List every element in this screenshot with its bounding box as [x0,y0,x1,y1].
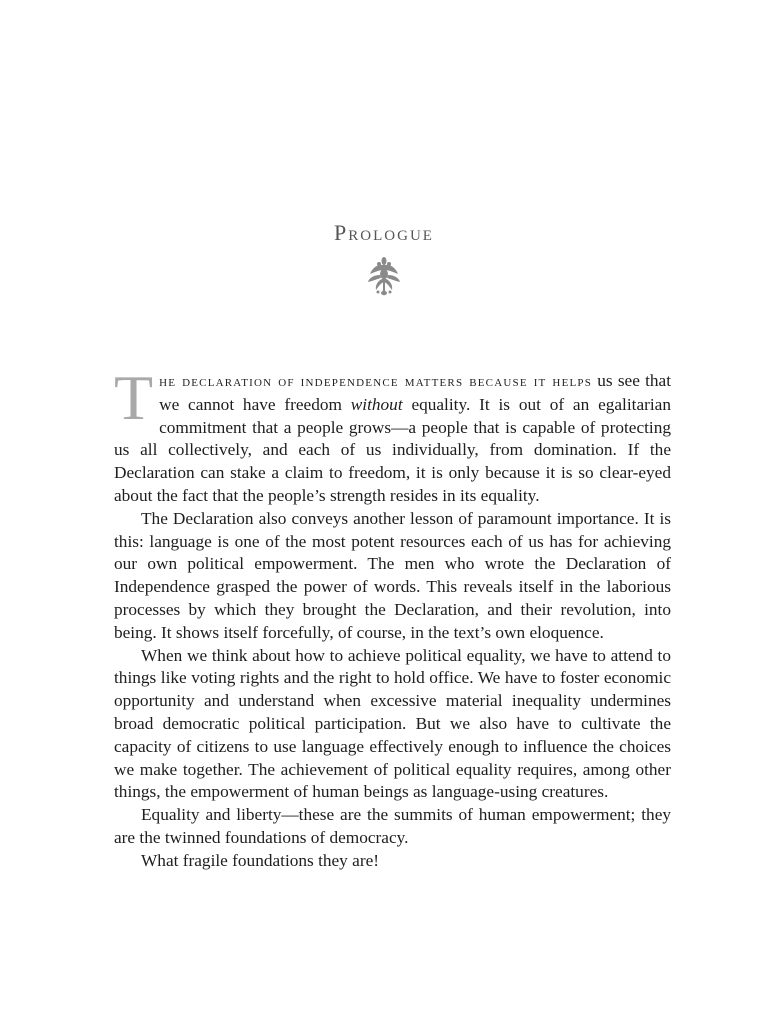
paragraph-3: When we think about how to achieve political equality, we have to attend to things like voting rights and the right to hold office. We have to foster economic opportunity and understand when excessive material inequality undermines broad democratic political participation. But we also have to cultivate the capacity of citizens to use language effectively enough to influence the choices we make together. The achievement of political equality requires, among other things, the empowerment of human beings as language-using creatures. [114,645,671,802]
prologue-text [114,362,671,873]
lead-in-small-caps: he declaration of independence matters because it helps [159,373,593,390]
paragraph-5: What fragile foundations they are! [141,850,379,870]
floral-ornament-icon [366,256,402,296]
chapter-title: Prologue [334,220,434,245]
paragraph-1-text-a: us see that we cannot have freedom [159,371,671,414]
drop-cap: T [114,362,154,433]
paragraph-1-text-b: equality. It is out of an egalitarian commitment that a people grows—a people that is capable of protecting us all collectively, and each of us individually, from domination. If the Declaration can stake a claim to freedom, it is only because it is so clear-eyed about the fact that the people’s strength resides in its equality. [114,394,671,505]
paragraph-4: Equality and liberty—these are the summits of human empowerment; they are the twinned foundations of democracy. [114,805,671,847]
paragraph-2: The Declaration also conveys another lesson of paramount importance. It is this: language is one of the most potent resources each of us has for achieving our own political empowerment. The men who wrote the Declaration of Independence grasped the power of words. This reveals itself in the laborious processes by which they brought the Declaration, and their revolution, into being. It shows itself forcefully, of course, in the text’s own eloquence. [114,508,671,642]
paragraph-1 [114,362,671,508]
emphasis-without: without [350,394,403,414]
